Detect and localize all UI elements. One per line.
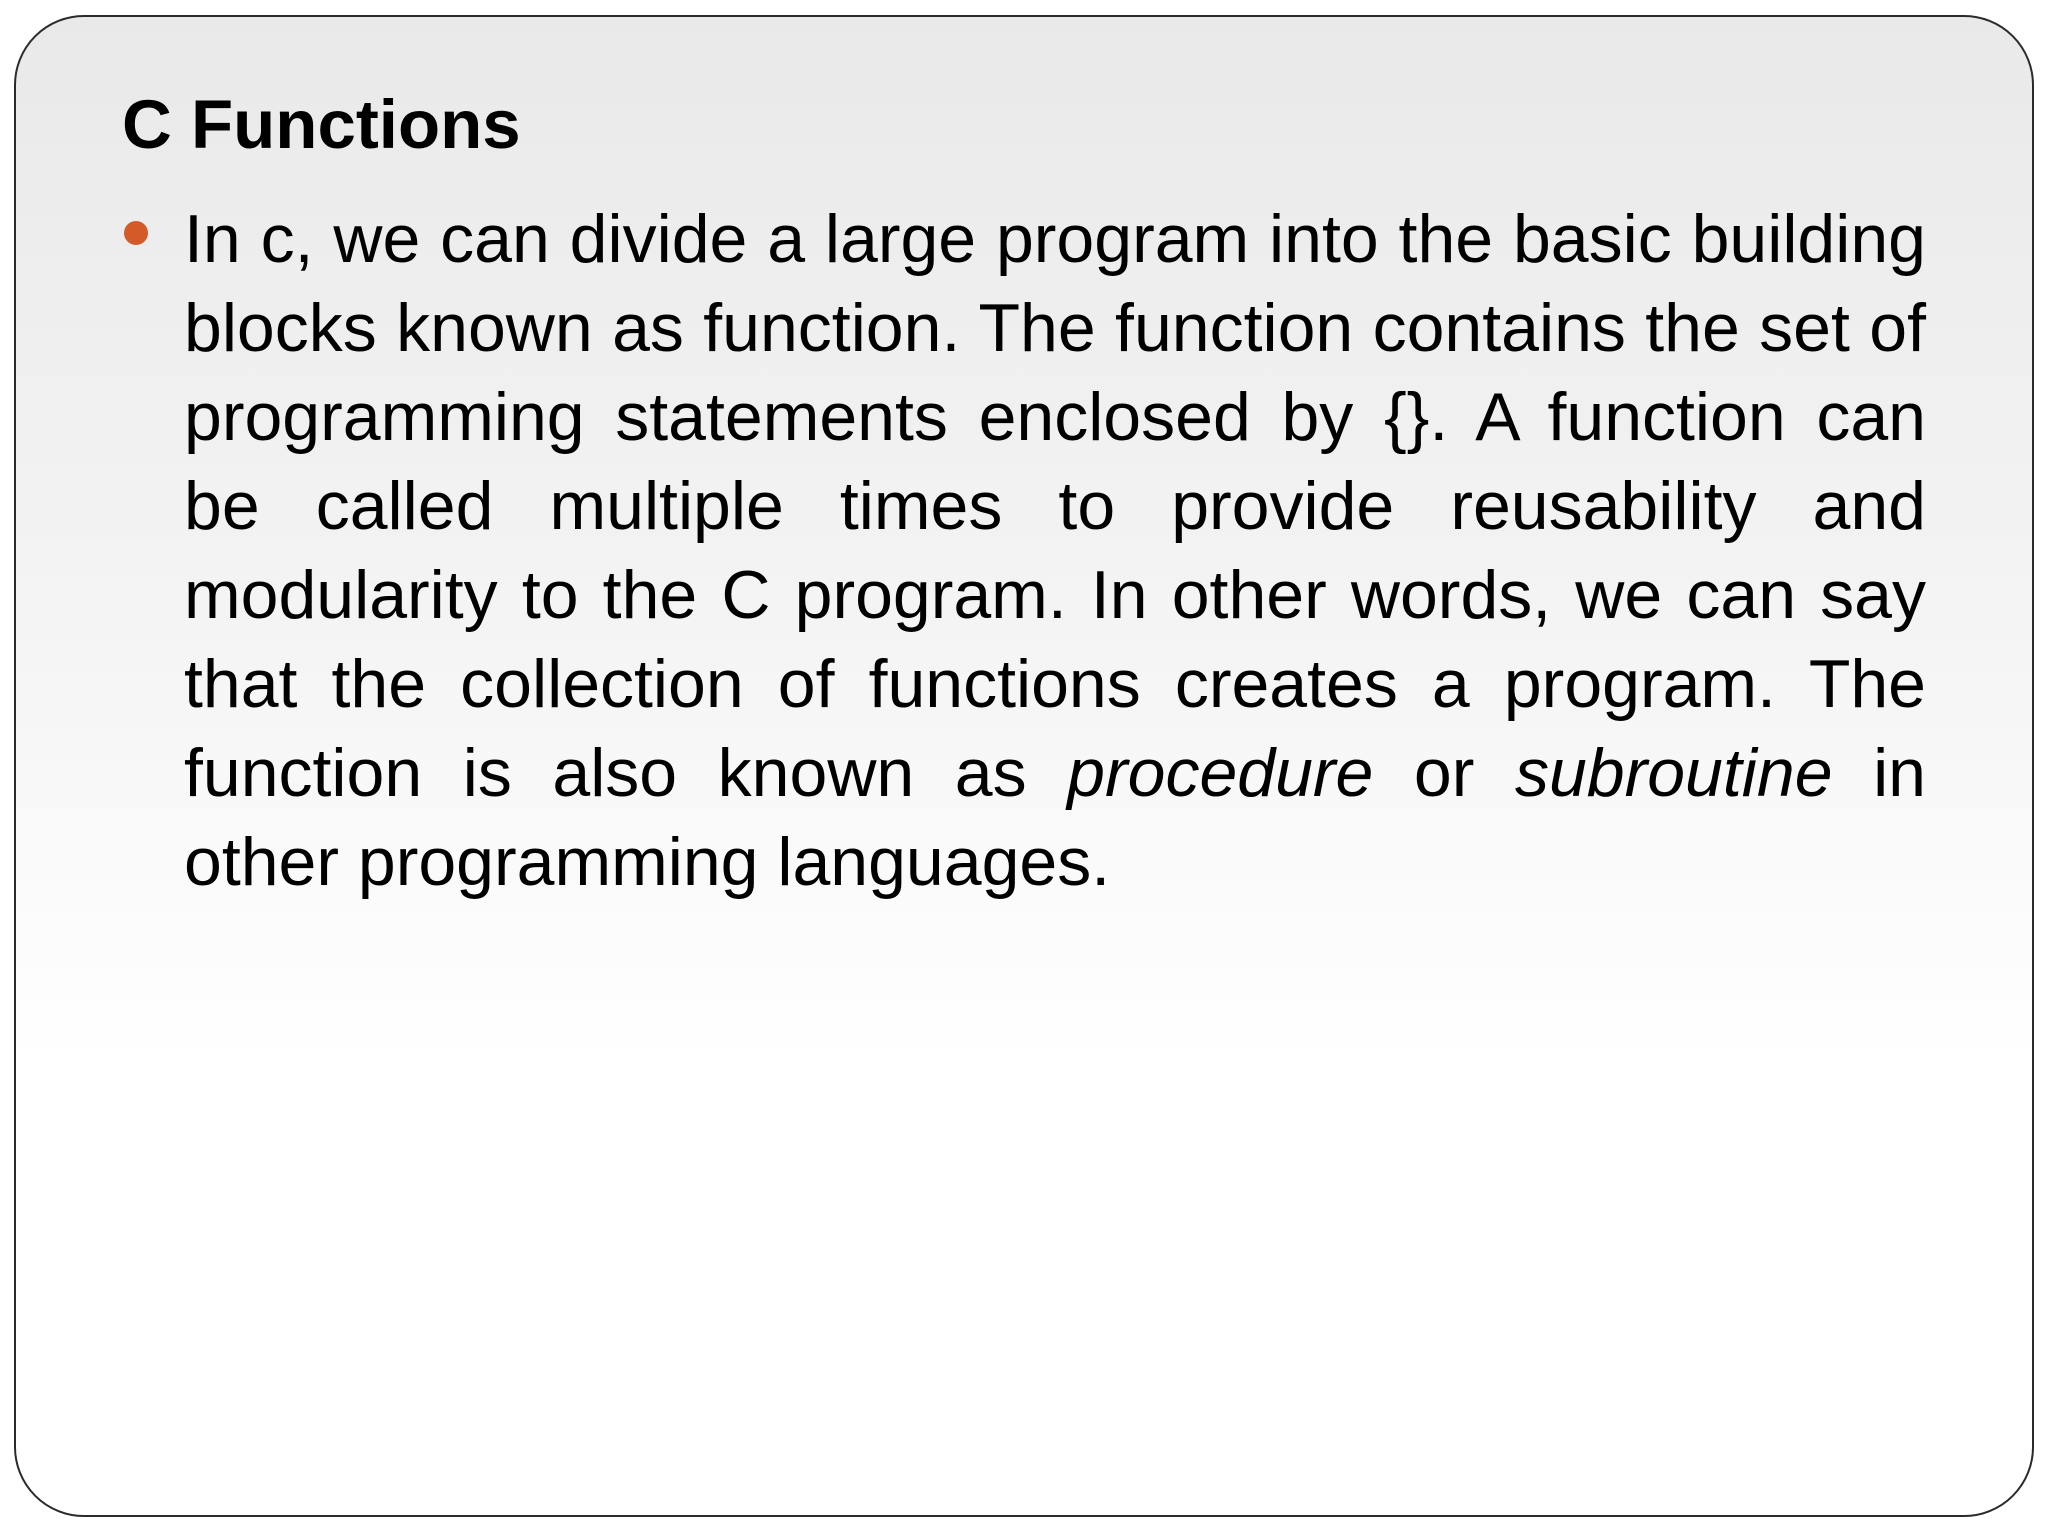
bullet-item: [122, 195, 1926, 907]
bullet-text-part: In c, we can divide a large program into the basic building blocks known as function. The function contains the set of programming statements enclosed by {}. A function can be called multiple times to provide reusability and modularity to the C program. In other words, we can say that the collection of functions creates a program. The function is also known as: [184, 201, 1926, 811]
bullet-text-part: or: [1373, 735, 1515, 811]
slide-title: C Functions: [122, 86, 521, 163]
bullet-dot-icon: [124, 221, 148, 245]
bullet-text-part: in other programming languages.: [184, 735, 1926, 900]
bullet-text: [184, 195, 1926, 907]
bullet-list: [122, 195, 1926, 907]
bullet-text-italic-subroutine: subroutine: [1514, 735, 1833, 811]
bullet-text-italic-procedure: procedure: [1067, 735, 1374, 811]
slide-frame: [14, 15, 2034, 1517]
